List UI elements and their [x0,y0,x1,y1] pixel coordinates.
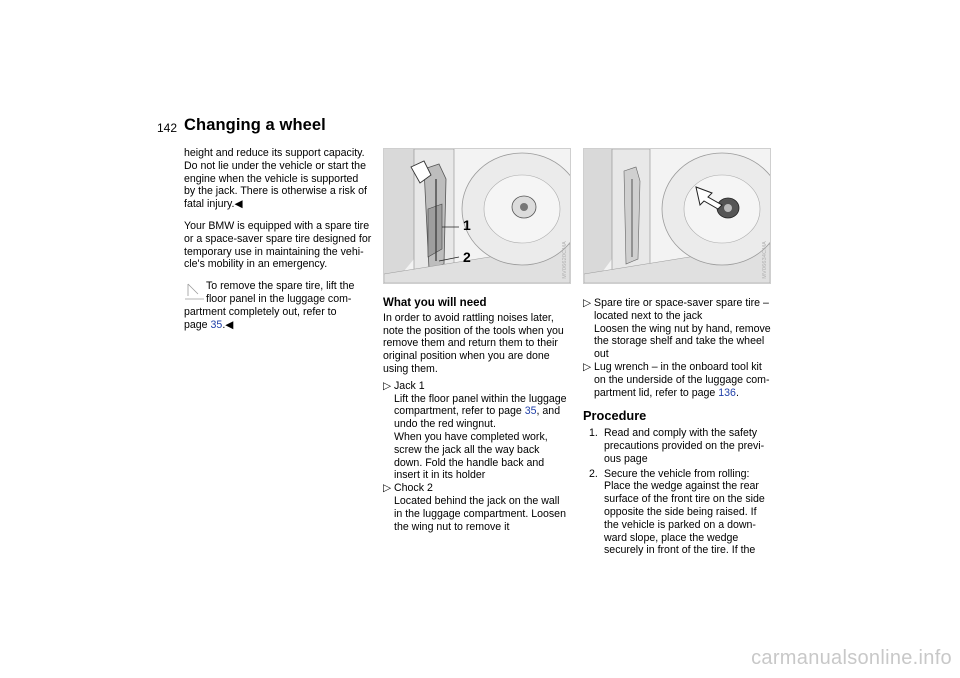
item-text: Lift the floor panel within the luggage compartment, refer to page 35, and undo the red wingnut. When you have completed work, screw the jack all the way back down. Fold the handle back and insert it in its holder [394,392,567,482]
list-item [583,468,778,558]
bullet-triangle-icon: ▷ [383,482,392,495]
note-line-4 [184,319,379,332]
callout-2: 2 [463,249,471,265]
step-number: 1. [589,427,598,440]
spare-tire-illustration [584,149,770,283]
item-title: Chock 2 [394,482,433,495]
step-text: Secure the vehicle from rolling: Place the wedge against the rear surface of the front tire on the side opposite the side being raised. If the vehicle is parked on a down- ward slope, place the wedge securely in front of the tire. If the [604,467,765,557]
note-block [184,280,379,331]
procedure-steps [583,427,778,557]
bullet-triangle-icon: ▷ [583,297,592,309]
page-link-136[interactable]: 136 [718,386,736,399]
figure-code: MV06634CMA [762,241,768,279]
note-end-mark: .◀ [222,318,234,331]
list-item [583,361,778,399]
note-line-3: partment completely out, refer to [184,305,337,318]
item-text: Lug wrench – in the onboard tool kit on the underside of the luggage com- partment lid, refer to page 136. [594,360,770,399]
warning-continuation: height and reduce its support capacity. Do not lie under the vehicle or start the engine when the vehicle is supported by the jack. There is otherwise a risk of fatal injury.◀ [184,147,367,211]
site-watermark: carmanualsonline.info [751,647,952,669]
section-heading-procedure: Procedure [583,408,647,424]
tools-list-continued [583,297,778,399]
page-link-35[interactable]: 35 [524,405,537,418]
note-line-2: floor panel in the luggage com- [206,292,352,305]
note-line-1: To remove the spare tire, lift the [206,280,355,293]
section-heading-what-you-need: What you will need [383,297,487,309]
figure-spare-tire [583,148,771,284]
item-title: Jack 1 [394,379,425,392]
list-item [583,427,778,465]
item-text: Spare tire or space-saver spare tire – located next to the jack Loosen the wing nut by hand, remove the storage shelf and take the wheel out [594,297,771,361]
figure-jack-and-chock [383,148,571,284]
note-page-prefix: page [184,318,211,331]
step-text: Read and comply with the safety precautions provided on the previ- ous page [604,427,765,465]
page-number: 142 [157,121,178,135]
step-number: 2. [589,467,598,480]
note-arrow-icon [184,282,206,300]
column-left [184,147,379,331]
callout-1: 1 [463,217,471,233]
list-item [383,380,578,482]
tools-list [383,380,578,534]
bullet-triangle-icon: ▷ [383,379,392,392]
list-item [583,297,778,361]
spare-tire-paragraph: Your BMW is equipped with a spare tire or a space-saver spare tire designed for temporary use in maintaining the vehi- cle's mobility in an emergency. [184,219,372,271]
page-title: Changing a wheel [184,116,326,134]
bullet-triangle-icon: ▷ [583,360,592,373]
figure-code: MV06620CMA [562,241,568,279]
list-item [383,482,578,533]
column-right [583,297,778,557]
column-middle [383,297,578,533]
jack-illustration [384,149,570,283]
page-link-35[interactable]: 35 [210,318,223,331]
item-text: Located behind the jack on the wall in the luggage compartment. Loosen the wing nut to remove it [394,494,566,533]
intro-paragraph: In order to avoid rattling noises later, note the position of the tools when you remove them and return them to their original position when you are done using them. [383,311,564,375]
